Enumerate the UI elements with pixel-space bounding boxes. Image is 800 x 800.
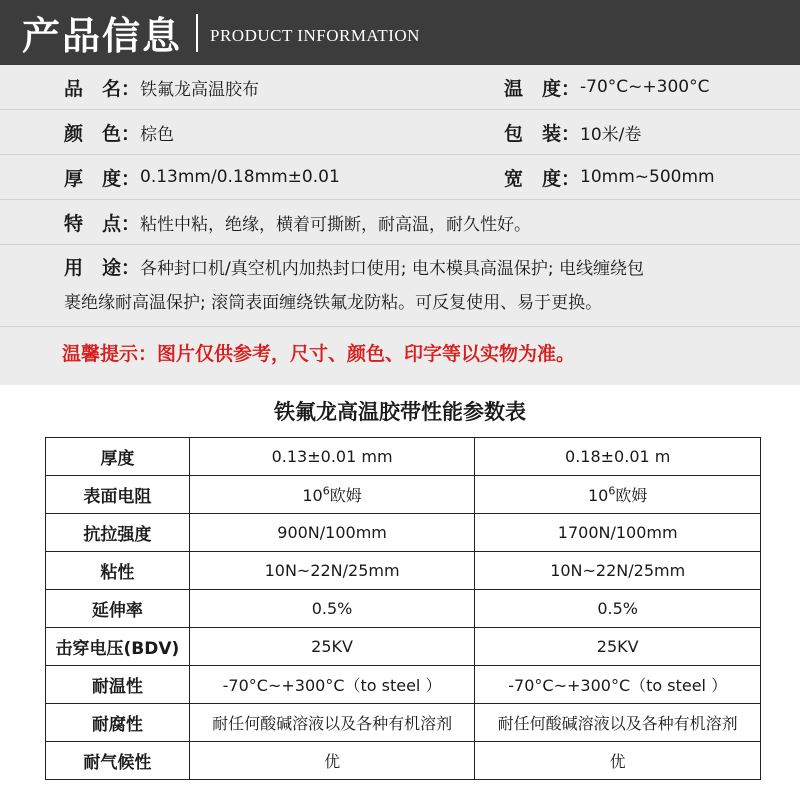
header-title-en: PRODUCT INFORMATION [210,25,420,45]
row-value-a: 0.5% [189,590,475,628]
resistance-unit: 欧姆 [329,486,362,505]
row-value-b: 10N~22N/25mm [475,552,761,590]
row-key: 耐温性 [46,666,190,704]
table-row [46,704,761,742]
usage-label: 用 途： [64,257,141,279]
width-label: 宽 度： [504,167,581,190]
row-value-b: 耐任何酸碱溶液以及各种有机溶剂 [475,704,761,742]
info-row-name-temp [0,65,800,110]
color-label: 颜 色： [64,122,141,145]
product-info-panel [0,65,800,385]
temp-value: -70°C~+300°C [580,77,710,97]
row-value-b: 25KV [475,628,761,666]
table-row [46,628,761,666]
row-value-a [189,476,475,514]
row-value-a: 900N/100mm [189,514,475,552]
row-key: 表面电阻 [46,476,190,514]
thickness-value: 0.13mm/0.18mm±0.01 [140,167,340,187]
table-row [46,590,761,628]
row-key: 延伸率 [46,590,190,628]
header-title-cn: 产品信息 [22,14,183,58]
resistance-base: 10 [302,486,323,505]
resistance-base: 10 [588,486,609,505]
table-title: 铁氟龙高温胶带性能参数表 [274,400,526,424]
color-value: 棕色 [140,124,175,145]
thickness-label: 厚 度： [64,167,141,190]
table-row [46,438,761,476]
row-key: 耐气候性 [46,742,190,780]
row-key: 抗拉强度 [46,514,190,552]
pack-value: 10米/卷 [580,124,642,145]
name-label: 品 名： [64,77,141,100]
row-key: 粘性 [46,552,190,590]
row-key: 击穿电压(BDV) [46,628,190,666]
info-row-thickness-width [0,155,800,200]
row-value-a: 耐任何酸碱溶液以及各种有机溶剂 [189,704,475,742]
info-row-color-pack [0,110,800,155]
resistance-exponent: 6 [608,484,616,498]
feature-label: 特 点： [64,212,141,235]
row-value-b: 优 [475,742,761,780]
usage-line-1: 各种封口机/真空机内加热封口使用; 电木模具高温保护; 电线缠绕包 [140,259,645,279]
row-value-b: 1700N/100mm [475,514,761,552]
parameter-table [45,437,761,780]
resistance-unit: 欧姆 [615,486,648,505]
row-value-a: 10N~22N/25mm [189,552,475,590]
table-row [46,552,761,590]
row-value-a: -70°C~+300°C（to steel ） [189,666,475,704]
row-value-b: 0.18±0.01 m [475,438,761,476]
row-value-a: 优 [189,742,475,780]
name-value: 铁氟龙高温胶布 [140,79,260,100]
resistance-exponent: 6 [322,484,330,498]
row-value-a: 0.13±0.01 mm [189,438,475,476]
table-row [46,666,761,704]
info-row-feature [0,200,800,245]
row-value-b: -70°C~+300°C（to steel ） [475,666,761,704]
feature-value: 粘性中粘，绝缘，横着可撕断，耐高温，耐久性好。 [140,214,532,235]
row-key: 厚度 [46,438,190,476]
warning-text: 温馨提示：图片仅供参考，尺寸、颜色、印字等以实物为准。 [62,343,576,365]
temp-label: 温 度： [504,77,581,100]
table-row [46,514,761,552]
row-value-b [475,476,761,514]
header-divider [196,14,198,52]
pack-label: 包 装： [504,122,581,145]
header-bar [0,0,800,65]
row-value-b: 0.5% [475,590,761,628]
row-key: 耐腐性 [46,704,190,742]
usage-line-2: 裹绝缘耐高温保护; 滚筒表面缠绕铁氟龙防粘。可反复使用、易于更换。 [64,293,603,313]
table-row [46,742,761,780]
width-value: 10mm~500mm [580,167,715,187]
row-value-a: 25KV [189,628,475,666]
info-row-usage [0,245,800,327]
table-row [46,476,761,514]
